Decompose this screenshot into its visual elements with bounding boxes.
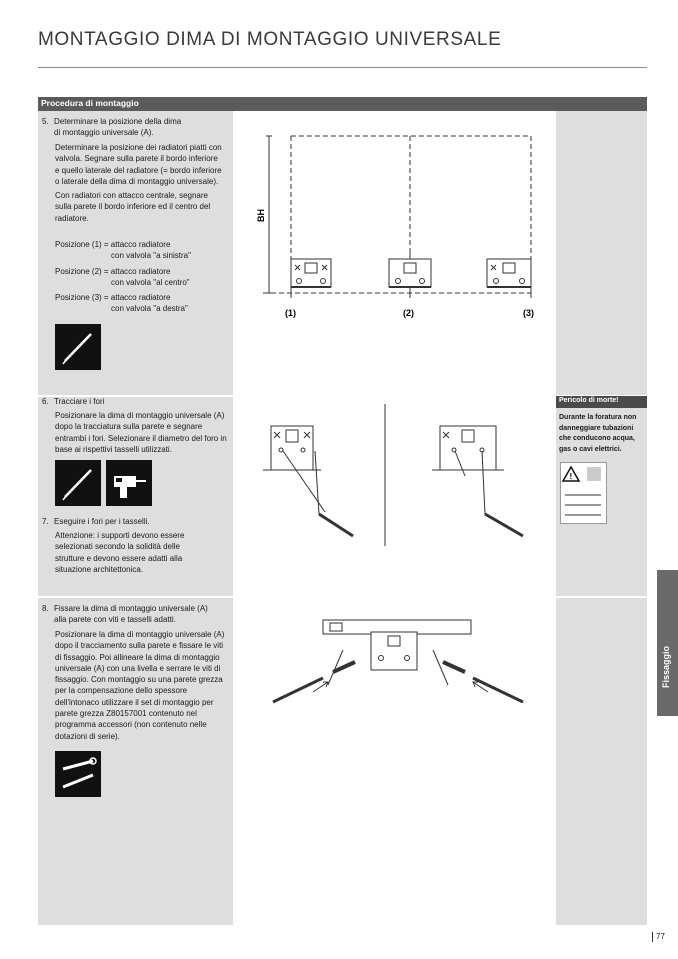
step-5-line1: Determinare la posizione della dima [54, 117, 182, 126]
warning-text: Durante la foratura non danneggiare tubazioni che conducono acqua, gas o cavi elettrici. [559, 414, 637, 453]
position-2-label: (2) [403, 308, 414, 318]
pencil-icon [55, 460, 101, 506]
svg-text:!: ! [569, 472, 573, 481]
step-5-paragraph-2: Con radiatori con attacco centrale, segnare sulla parete il bordo inferiore ed il centro del radiatore. [55, 191, 211, 223]
step-6-line1: Tracciare i fori [54, 397, 105, 406]
step-number: 8. [42, 604, 49, 613]
dowel-screw-right [443, 662, 523, 702]
position-1-line: Posizione (1) = attacco radiatore [55, 240, 171, 249]
step-5-positions [55, 239, 230, 315]
position-1-detail: con valvola "a sinistra" [111, 251, 191, 261]
step-8-heading [42, 603, 227, 626]
row-separator [38, 596, 647, 598]
template-bracket-2 [389, 259, 431, 287]
position-2-line: Posizione (2) = attacco radiatore [55, 266, 171, 276]
warning-heading: Pericolo di morte! [559, 397, 619, 404]
template-center [371, 632, 417, 670]
step-number: 7. [42, 517, 49, 526]
section-bar-label: Procedura di montaggio [41, 98, 139, 108]
step-7-body [55, 530, 205, 578]
step-6-paragraph-1: Posizionare la dima di montaggio universale (A) dopo la tracciatura sulla parete e segnare entrambi i fori. Selezionare il diametro del foro in base ai rispettivi tasselli utilizzati. [55, 411, 227, 454]
step-8-line1: Fissare la dima di montaggio universale (A) [54, 604, 208, 613]
step-5-body [55, 142, 223, 227]
step-number: 6. [42, 397, 49, 406]
position-1-label: (1) [285, 308, 296, 318]
step-5-line2: di montaggio universale (A). [54, 128, 154, 138]
warning-header [556, 396, 647, 408]
step-5-paragraph-1: Determinare la posizione dei radiatori piatti con valvola. Segnare sulla parete il bordo inferiore e quello laterale del radiatore (= bordo inferiore o laterale della dima di montaggio universale). [55, 143, 222, 186]
bh-label: BH [256, 209, 266, 222]
template-bracket-1 [291, 259, 331, 287]
step-8-body [55, 629, 225, 745]
position-2-detail: con valvola "al centro" [111, 277, 190, 287]
step-7-paragraph-1: Attenzione: i supporti devono essere selezionati secondo la solidità delle strutture e devono essere adatti alla situazione architettonica. [55, 531, 185, 574]
step-5-heading [42, 116, 227, 139]
step-number: 5. [42, 117, 49, 126]
template-bracket-3 [487, 259, 531, 287]
page-number: 77 [652, 932, 665, 942]
drilling-marks-diagram [233, 396, 556, 546]
drill-icon [106, 460, 152, 506]
dowel-screw-left [273, 662, 355, 702]
template-right [432, 426, 504, 470]
section-side-tab [657, 570, 678, 716]
step-6-body [55, 410, 227, 458]
side-tab-label: Fissaggio [661, 645, 671, 688]
title-divider [38, 67, 647, 68]
row3-side-column [556, 597, 647, 925]
fixing-template-diagram [233, 610, 556, 720]
position-3-label: (3) [523, 308, 534, 318]
step-8-line2: alla parete con viti e tasselli adatti. [54, 615, 176, 625]
pencil-icon [55, 324, 101, 370]
warning-triangle-icon [560, 462, 607, 524]
radiator-positions-diagram [233, 111, 556, 396]
step-6-heading [42, 396, 227, 407]
wrench-screwdriver-icon [55, 751, 101, 797]
step-8-paragraph-1: Posizionare la dima di montaggio universale (A) dopo il tracciamento sulla parete e fissare le viti di fissaggio. Poi allineare la dima di montaggio universale (A) con una livella e serrare le viti di fissaggio. Con montaggio su una parete grezza per la compensazione dello spessore dell'intonaco utilizzare il set di montaggio per parete grezza Z80157001 contenuto nel programma accessori (non contenuto nelle dotazioni di serie). [55, 630, 225, 741]
step-7-line1: Eseguire i fori per i tasselli. [54, 517, 150, 526]
section-bar [38, 97, 647, 111]
page-title: MONTAGGIO DIMA DI MONTAGGIO UNIVERSALE [38, 29, 502, 50]
step-7-heading [42, 516, 227, 527]
position-3-detail: con valvola "a destra" [111, 304, 188, 314]
row1-side-column [556, 111, 647, 396]
position-3-line: Posizione (3) = attacco radiatore [55, 293, 171, 303]
